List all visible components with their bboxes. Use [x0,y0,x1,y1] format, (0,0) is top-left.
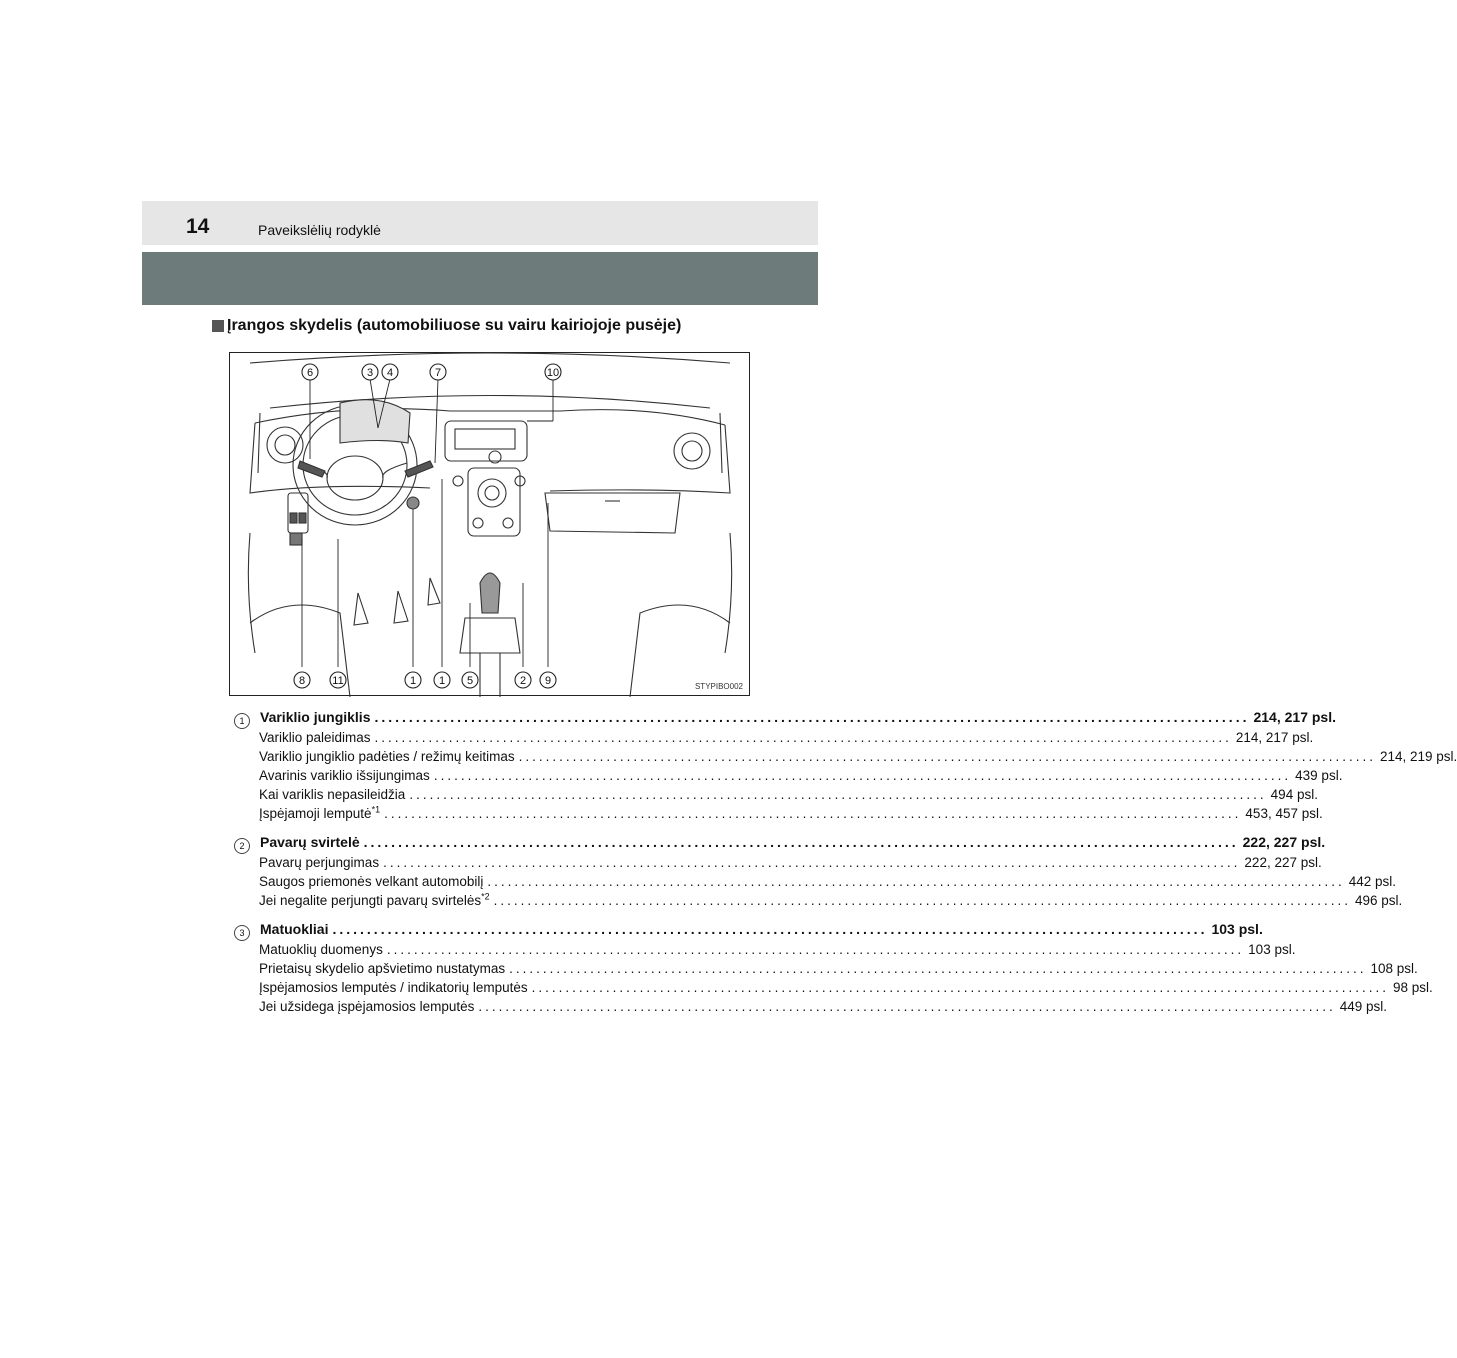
index-entry [234,834,1403,912]
sub-entry [234,749,1457,768]
entry-pages: 214, 217 psl. [1253,709,1336,725]
entry-number: 3 [234,925,250,941]
entry-heading [234,709,1336,730]
sub-entry [234,804,1323,825]
sub-entry-pages: 453, 457 psl. [1245,806,1323,821]
leader-dots [374,709,1249,725]
sub-entry [234,961,1418,980]
leader-dots [384,806,1241,821]
entry-number: 1 [234,713,250,729]
sub-entry-pages: 103 psl. [1248,942,1296,957]
leader-dots [383,855,1240,870]
callout-label: 1 [409,675,417,687]
top-callouts [302,364,561,380]
footnote-marker: *1 [371,804,381,815]
sub-entry-pages: 214, 219 psl. [1379,749,1457,764]
callout-label: 5 [466,675,474,687]
callout-label: 6 [306,367,314,379]
sub-entry-label: Įspėjamoji lemputė [259,806,372,821]
sub-entry-pages: 494 psl. [1270,787,1318,802]
sub-entry-link[interactable] [259,806,380,821]
callout-label: 11 [332,675,344,687]
sub-entry-pages: 108 psl. [1370,961,1418,976]
sub-entry-pages: 222, 227 psl. [1244,855,1322,870]
leader-dots [509,961,1366,976]
sub-entry-link[interactable] [259,893,490,908]
entry-title-link[interactable]: Matuokliai [260,921,329,937]
figure-code: STYPIBO002 [694,682,743,691]
callout-label: 1 [438,675,446,687]
callout-label: 4 [386,367,394,379]
sub-entry-pages: 98 psl. [1392,980,1433,995]
sub-entry-pages: 214, 217 psl. [1235,730,1314,745]
sub-entry-pages: 496 psl. [1354,893,1403,908]
entry-title-link[interactable]: Variklio jungiklis [260,709,371,725]
callout-label: 7 [434,367,442,379]
sub-entry-link[interactable]: Variklio paleidimas [259,730,371,745]
chapter-band [142,252,818,305]
sub-entry-link[interactable]: Kai variklis nepasileidžia [259,787,406,802]
dashboard-illustration [229,352,750,696]
bottom-callouts [294,672,556,688]
sub-entry-link[interactable]: Prietaisų skydelio apšvietimo nustatymas [259,961,506,976]
leader-dots [387,942,1244,957]
callout-label: 8 [298,675,306,687]
dashboard-drawing [230,353,751,697]
leader-dots [409,787,1266,802]
sub-entry-pages: 449 psl. [1339,999,1388,1014]
sub-entry-label: Jei negalite perjungti pavarų svirtelės [259,893,482,908]
running-title: Paveikslėlių rodyklė [258,222,381,238]
leader-dots [478,999,1335,1014]
index-entry [234,921,1433,1018]
sub-entry-link[interactable]: Įspėjamosios lemputės / indikatorių lemputės [259,980,528,995]
sub-entry-link[interactable]: Variklio jungiklio padėties / režimų keitimas [259,749,515,764]
sub-entry-pages: 439 psl. [1295,768,1343,783]
callout-label: 10 [546,367,560,379]
leader-dots [332,921,1207,937]
sub-entry-link[interactable]: Avarinis variklio išsijungimas [259,768,430,783]
sub-entry-link[interactable]: Jei užsidega įspėjamosios lemputės [259,999,475,1014]
sub-entry-link[interactable]: Matuoklių duomenys [259,942,383,957]
index-entries [234,709,1457,1027]
leader-dots [434,768,1291,783]
section-heading [212,317,681,335]
sub-entry [234,999,1388,1018]
heading-square-icon [212,320,224,332]
callout-label: 3 [366,367,374,379]
sub-entry [234,730,1314,749]
entry-pages: 222, 227 psl. [1242,834,1326,850]
sub-entry [234,874,1397,893]
sub-entry [234,768,1343,787]
callout-label: 2 [519,675,527,687]
sub-entry-link[interactable]: Saugos priemonės velkant automobilį [259,874,484,889]
sub-entry [234,855,1322,874]
footnote-marker: *2 [481,891,490,902]
page-number: 14 [186,215,210,238]
sub-entry [234,891,1403,912]
index-entry [234,709,1457,825]
sub-entry [234,980,1433,999]
sub-entry-link[interactable]: Pavarų perjungimas [259,855,380,870]
entry-pages: 103 psl. [1211,921,1263,937]
section-heading-text: Įrangos skydelis (automobiliuose su vairu kairiojoje pusėje) [227,317,682,334]
sub-entry-pages: 442 psl. [1348,874,1397,889]
leader-dots [375,730,1232,745]
leader-dots [364,834,1239,850]
entry-title-link[interactable]: Pavarų svirtelė [260,834,360,850]
header-bar [142,201,818,245]
entry-number: 2 [234,838,250,854]
sub-entry [234,942,1296,961]
leader-dots [532,980,1389,995]
sub-entry [234,787,1318,806]
leader-dots [519,749,1376,764]
leader-dots [494,893,1351,908]
entry-heading [234,834,1326,855]
callout-label: 9 [544,675,552,687]
entry-heading [234,921,1263,942]
leader-dots [487,874,1344,889]
